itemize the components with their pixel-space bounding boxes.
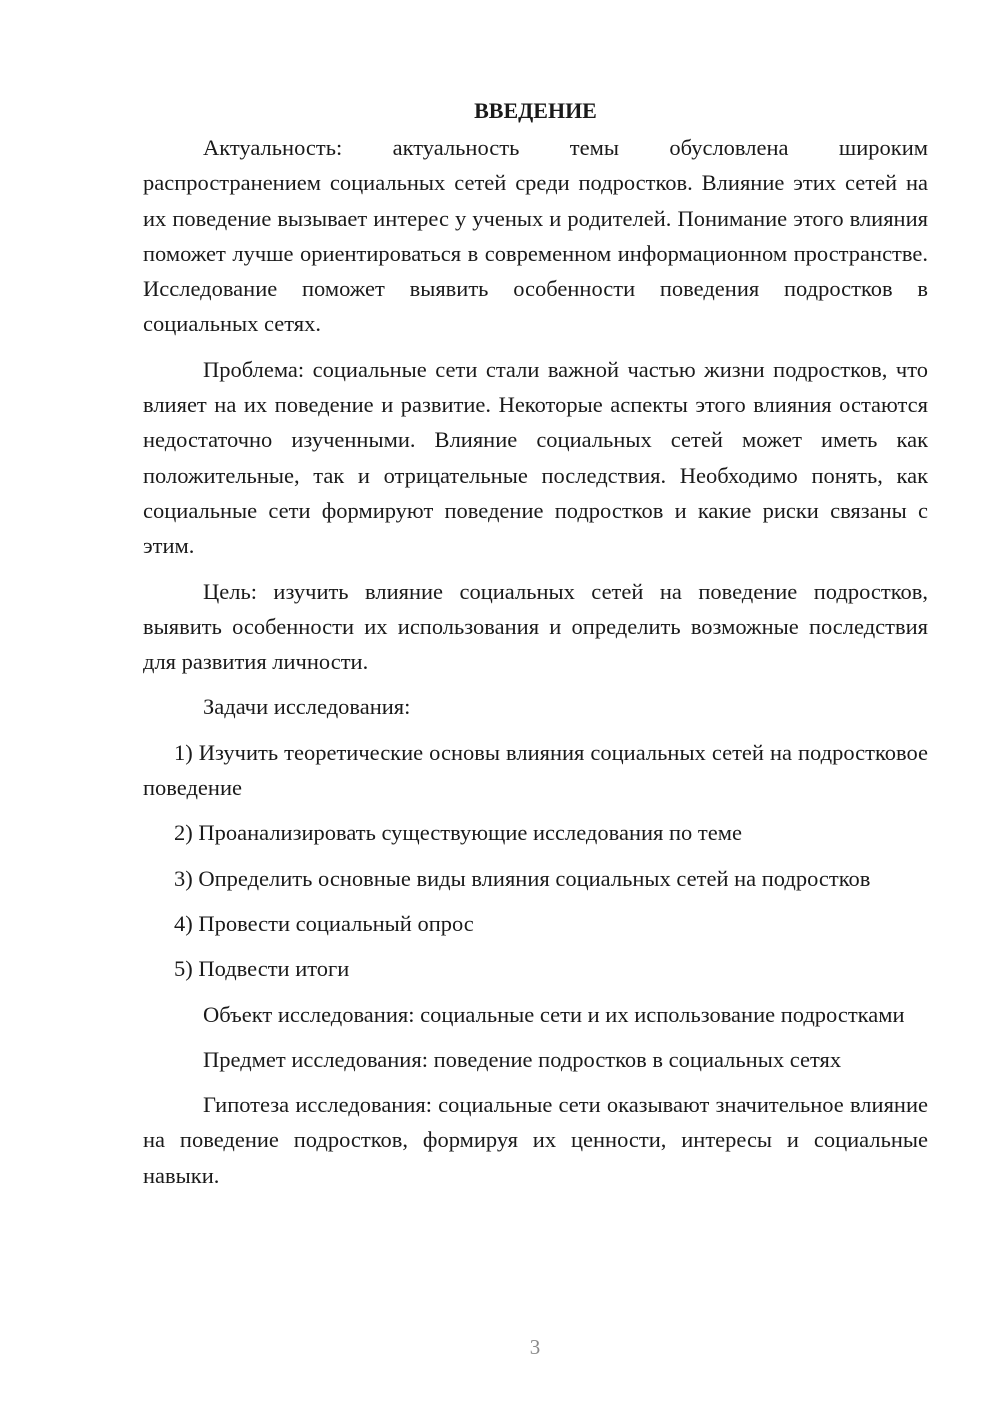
task-item-1: 1) Изучить теоретические основы влияния социальных сетей на подростковое поведение bbox=[143, 739, 928, 801]
task-item-3: 3) Определить основные виды влияния социальных сетей на подростков bbox=[174, 865, 871, 891]
paragraph-tasks-heading: Задачи исследования: bbox=[203, 694, 411, 720]
paragraph-goal: Цель: изучить влияние социальных сетей на поведение подростков, выявить особенности их использования и определить возможные последствия для развития личности. bbox=[143, 578, 928, 675]
task-item-4: 4) Провести социальный опрос bbox=[174, 910, 474, 936]
section-title: ВВЕДЕНИЕ bbox=[474, 98, 597, 123]
paragraph-subject: Предмет исследования: поведение подростков в социальных сетях bbox=[203, 1046, 842, 1072]
paragraph-hypothesis: Гипотеза исследования: социальные сети оказывают значительное влияние на поведение подростков, формируя их ценности, интересы и социальные навыки. bbox=[143, 1092, 928, 1188]
paragraph-object: Объект исследования: социальные сети и их использование подростками bbox=[203, 1001, 905, 1027]
task-item-2: 2) Проанализировать существующие исследования по теме bbox=[174, 820, 742, 846]
paragraph-problem: Проблема: социальные сети стали важной частью жизни подростков, что влияет на их поведение и развитие. Некоторые аспекты этого влияния остаются недостаточно изученными. Влияние социальных сетей может иметь как положительные, так и отрицательные последствия. Необходимо понять, как социальные сети формируют поведение подростков и какие риски связаны с этим. bbox=[143, 356, 928, 559]
task-item-5: 5) Подвести итоги bbox=[174, 956, 350, 982]
document-body bbox=[143, 94, 928, 1203]
paragraph-relevance: Актуальность: актуальность темы обусловлена широким распространением социальных сетей среди подростков. Влияние этих сетей на их поведение вызывает интерес у ученых и родителей. Понимание этого влияния поможет лучше ориентироваться в современном информационном пространстве. Исследование поможет выявить особенности поведения подростков в социальных сетях. bbox=[143, 135, 928, 337]
page-number: 3 bbox=[529, 1335, 541, 1359]
